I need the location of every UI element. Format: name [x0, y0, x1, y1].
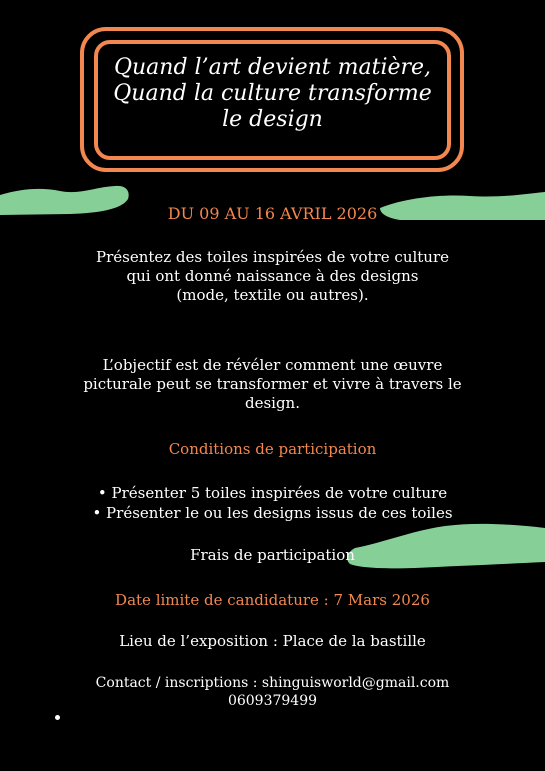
decorative-dot	[55, 715, 60, 720]
objective-text: L’objectif est de révéler comment une œuvre picturale peut se transformer et vivre à travers le design.	[83, 356, 462, 412]
exhibition-location: Lieu de l’exposition : Place de la bastille	[119, 632, 426, 650]
condition-item: • Présenter le ou les designs issus de ces toiles	[92, 504, 453, 522]
event-dates: DU 09 AU 16 AVRIL 2026	[167, 204, 378, 223]
contact-email: Contact / inscriptions : shinguisworld@gmail.com	[95, 675, 450, 691]
fees-label: Frais de participation	[190, 546, 355, 564]
condition-item: • Présenter 5 toiles inspirées de votre culture	[97, 484, 448, 502]
intro-text: Présentez des toiles inspirées de votre culture qui ont donné naissance à des designs (mode, textile ou autres).	[95, 248, 450, 304]
poster-title: Quand l’art devient matière, Quand la culture transforme le design	[113, 55, 432, 132]
deadline: Date limite de candidature : 7 Mars 2026	[115, 591, 430, 609]
conditions-heading: Conditions de participation	[168, 440, 377, 458]
contact-phone: 0609379499	[227, 693, 318, 709]
